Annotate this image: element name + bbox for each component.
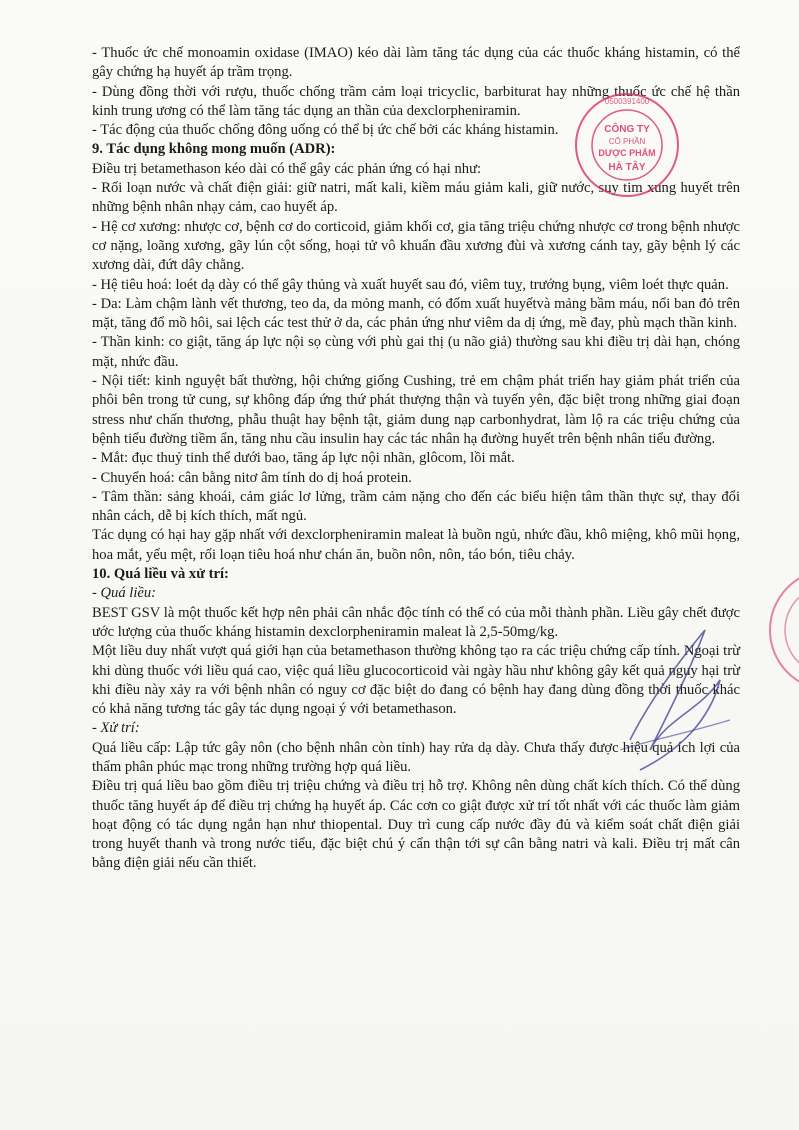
stamp-ring-text: 0500391400: [604, 97, 650, 106]
paragraph: - Da: Làm chậm lành vết thương, teo da, da mỏng manh, có đốm xuất huyếtvà mảng bầm máu, nổi ban đỏ trên mặt, tăng đổ mồ hôi, sai lệch các test thử ở da, các phản ứng như viêm da dị ứng, mề đay, phù mạch thần kinh.: [92, 295, 740, 332]
paragraph: - Tâm thần: sảng khoái, cảm giác lơ lửng, trầm cảm nặng cho đến các biểu hiện tâm thần thực sự, thay đổi nhân cách, dễ bị kích thích, mất ngủ.: [92, 488, 740, 525]
section-heading: 10. Quá liều và xử trí:: [92, 566, 229, 583]
paragraph: - Thuốc ức chế monoamin oxidase (IMAO) kéo dài làm tăng tác dụng của các thuốc kháng histamin, có thể gây chứng hạ huyết áp trầm trọng.: [92, 45, 740, 81]
paragraph: Điều trị betamethason kéo dài có thể gây các phản ứng có hại như:: [92, 160, 482, 177]
section-heading: 9. Tác dụng không mong muốn (ADR):: [92, 141, 336, 158]
stamp-line-3: DƯỢC PHẨM: [598, 148, 656, 158]
subsection-label: - Quá liều:: [92, 585, 157, 602]
paragraph: - Nội tiết: kinh nguyệt bất thường, hội chứng giống Cushing, trẻ em chậm phát triển hay giảm phát triển của phôi bên trong tử cung, sự không đáp ứng thứ phát thượng thận và tuyến yên, đặc biệt trong những giai đoạn stress như chấn thương, phẫu thuật hay bệnh tật, giảm dung nạp carbonhydrat, làm lộ ra các triệu chứng của bệnh tiểu đường tiềm ẩn, tăng nhu cầu insulin hay các tác nhân hạ đường huyết trên bệnh nhân tiểu đường.: [92, 373, 740, 447]
paragraph: - Rối loạn nước và chất điện giải: giữ natri, mất kali, kiềm máu giảm kali, giữ nước, suy tim xung huyết trên những bệnh nhân nhạy cảm, cao huyết áp.: [92, 180, 740, 216]
company-stamp: [572, 90, 682, 200]
stamp-edge-fragment: [760, 530, 799, 730]
paragraph: - Chuyển hoá: cân bằng nitơ âm tính do dị hoá protein.: [92, 469, 412, 486]
paragraph: - Thần kinh: co giật, tăng áp lực nội sọ cùng với phù gai thị (u não giả) thường sau khi điều trị dài hạn, chóng mặt, nhức đầu.: [92, 334, 740, 370]
paragraph: Một liều duy nhất vượt quá giới hạn của betamethason thường không tạo ra các triệu chứng cấp tính. Ngoại trừ khi dùng thuốc với liều quá cao, việc quá liều glucocorticoid vài ngày hầu như không gây kết quả nguy hại trừ khi điều này xảy ra với bệnh nhân có nguy cơ đặc biệt do đang có bệnh hay đang dùng đồng thời thuốc khác có khả năng tương tác gây tác dụng ngoại ý với betamethason.: [92, 643, 740, 718]
subsection-label: - Xử trí:: [92, 720, 140, 737]
stamp-line-1: CÔNG TY: [604, 124, 650, 135]
paragraph: - Mắt: đục thuỷ tinh thể dưới bao, tăng áp lực nội nhãn, glôcom, lồi mắt.: [92, 450, 515, 467]
signature-mark: [610, 620, 740, 780]
paragraph: - Tác động của thuốc chống đông uống có thể bị ức chế bởi các kháng histamin.: [92, 122, 559, 139]
stamp-line-2: CỔ PHẦN: [608, 137, 646, 146]
paragraph: BEST GSV là một thuốc kết hợp nên phải cân nhắc độc tính có thể có của mỗi thành phần. Liều gây chết được ước lượng của thuốc kháng histamin dexclorpheniramin maleat là 2,5-50mg/kg.: [92, 604, 740, 640]
paragraph: - Dùng đồng thời với rượu, thuốc chống trầm cảm loại tricyclic, barbiturat hay những thuốc ức chế hệ thần kinh trung ương có thể làm tăng tác dụng an thần của dexclorpheniramin.: [92, 83, 740, 119]
paragraph: - Hệ cơ xương: nhược cơ, bệnh cơ do corticoid, giảm khối cơ, gia tăng triệu chứng nhược cơ trong bệnh nhược cơ nặng, loãng xương, gãy lún cột sống, hoại tử vô khuẩn đầu xương đùi và xương cánh tay, gãy bệnh lý các xương dài, đứt dây chằng.: [92, 218, 740, 274]
stamp-line-4: HÀ TÂY: [608, 162, 646, 173]
paragraph: Quá liều cấp: Lập tức gây nôn (cho bệnh nhân còn tỉnh) hay rửa dạ dày. Chưa thấy được hiệu quả ích lợi của thẩm phân phúc mạc trong những trường hợp quá liều.: [92, 739, 740, 775]
paragraph: - Hệ tiêu hoá: loét dạ dày có thể gây thủng và xuất huyết sau đó, viêm tuỵ, trướng bụng, viêm loét thực quản.: [92, 276, 729, 293]
paragraph: Tác dụng có hại hay gặp nhất với dexclorpheniramin maleat là buồn ngủ, nhức đầu, khô miệng, khô mũi họng, hoa mắt, yếu mệt, rối loạn tiêu hoá như chán ăn, buồn nôn, nôn, táo bón, tiêu chảy.: [92, 527, 740, 563]
paragraph: Điều trị quá liều bao gồm điều trị triệu chứng và điều trị hỗ trợ. Không nên dùng chất kích thích. Có thể dùng thuốc tăng huyết áp để điều trị chứng hạ huyết áp. Các cơn co giật được xử trí tốt nhất với các thuốc làm giảm hoạt động có tác dụng ngắn hạn như thiopental. Duy trì cung cấp nước đầy đủ và kiểm soát chất điện giải trong huyết thanh và trong nước tiểu, đặc biệt chú ý cẩn thận tới sự cân bằng natri và kali. Điều trị mất cân bằng điện giải nếu cần thiết.: [92, 778, 740, 872]
